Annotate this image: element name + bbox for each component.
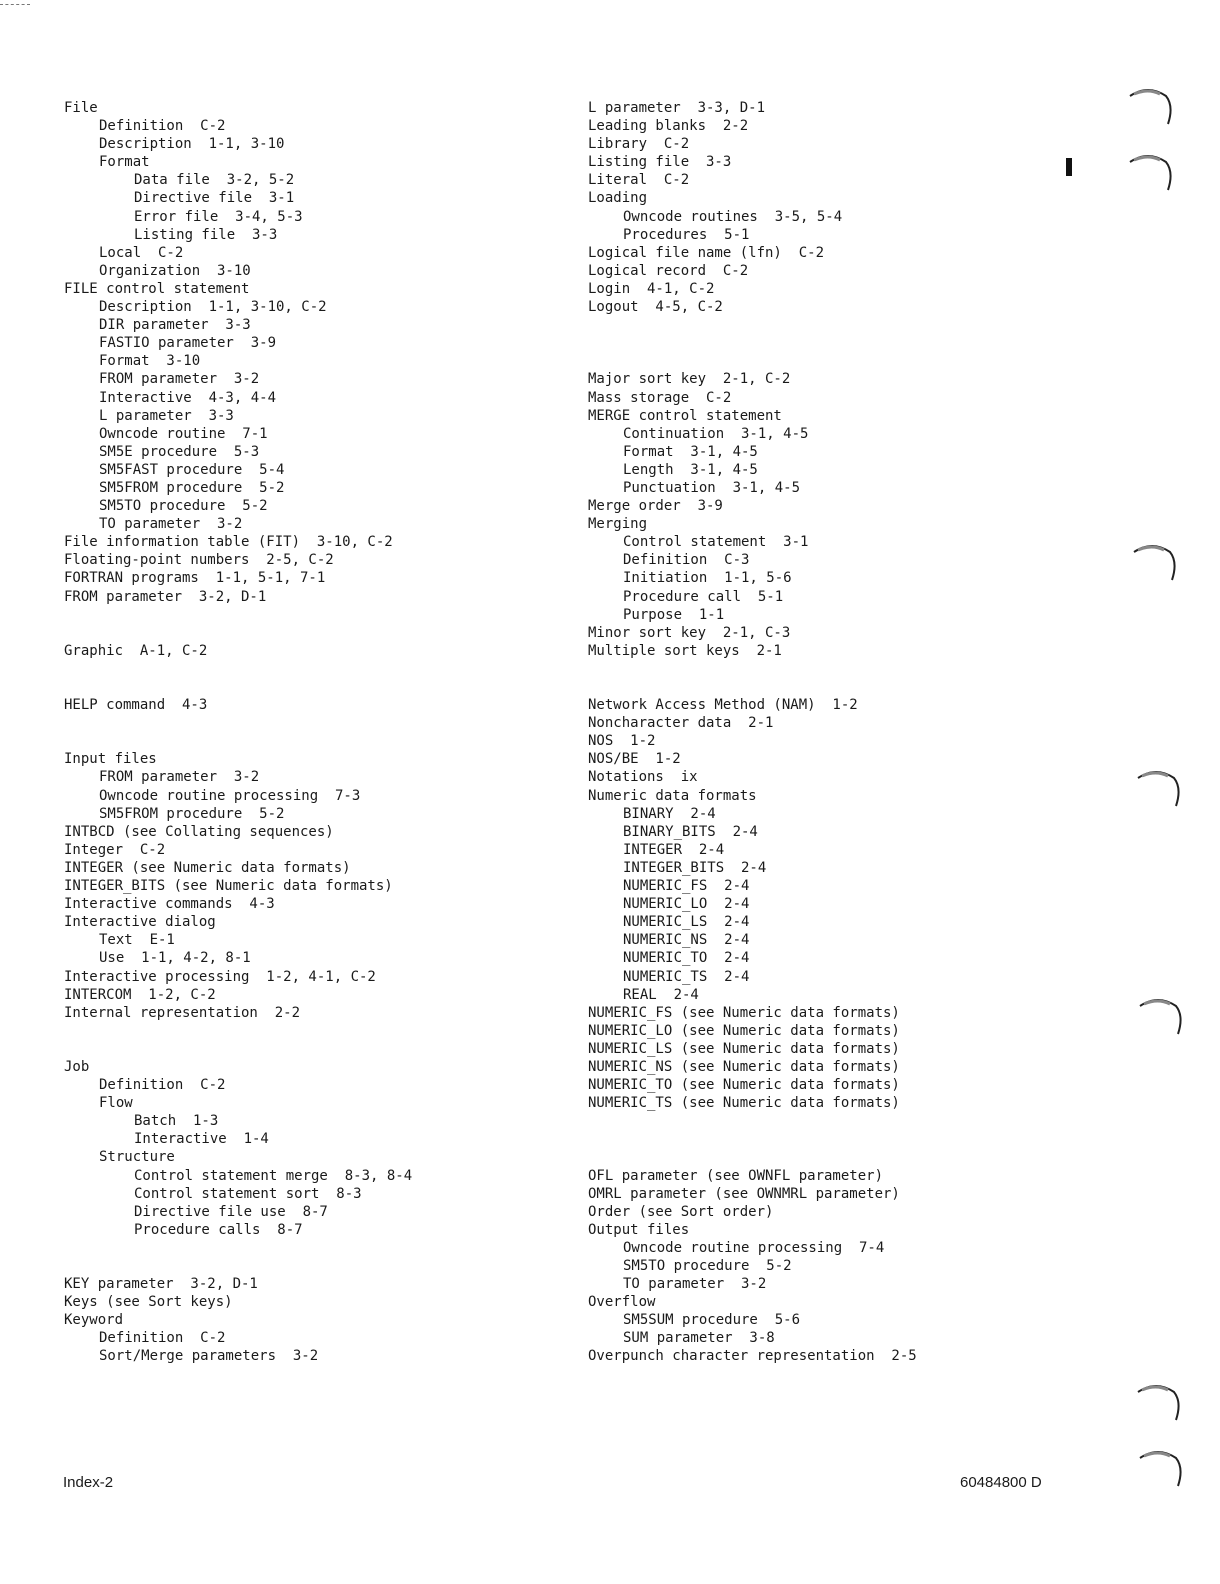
index-entry: KEY parameter 3-2, D-1 — [64, 1276, 258, 1293]
index-column-right — [588, 99, 1048, 1366]
index-subentry: INTEGER 2-4 — [623, 841, 725, 858]
index-entry: Keyword — [64, 1312, 124, 1329]
index-entry: Overflow — [588, 1294, 656, 1311]
index-subentry: Local C-2 — [99, 244, 184, 261]
index-subentry: Definition C-2 — [99, 118, 226, 135]
index-subentry: Definition C-2 — [99, 1077, 226, 1094]
index-subentry: Owncode routine 7-1 — [99, 425, 268, 442]
index-subentry: FASTIO parameter 3-9 — [99, 335, 277, 352]
index-entry: Input files — [64, 751, 157, 768]
index-entry: NUMERIC_FS (see Numeric data formats) — [588, 1004, 900, 1021]
index-entry: OFL parameter (see OWNFL parameter) — [588, 1167, 884, 1184]
index-entry: Multiple sort keys 2-1 — [588, 642, 782, 659]
section-gap — [64, 660, 564, 678]
page-label: Index-2 — [63, 1474, 114, 1491]
index-entry: FORTRAN programs 1-1, 5-1, 7-1 — [64, 570, 326, 587]
index-subentry: NUMERIC_TO 2-4 — [623, 950, 750, 967]
section-gap — [588, 352, 1048, 370]
index-entry: Library C-2 — [588, 136, 690, 153]
index-subentry: Definition C-3 — [623, 552, 750, 569]
index-subentry: Control statement merge 8-3, 8-4 — [134, 1167, 413, 1184]
index-entry: Logical record C-2 — [588, 262, 749, 279]
index-subentry: Use 1-1, 4-2, 8-1 — [99, 950, 251, 967]
index-entry: Merging — [588, 516, 648, 533]
section-gap — [64, 1239, 564, 1257]
index-entry: OMRL parameter (see OWNMRL parameter) — [588, 1185, 900, 1202]
index-subentry: SM5FROM procedure 5-2 — [99, 805, 285, 822]
index-subentry: TO parameter 3-2 — [99, 516, 243, 533]
binder-hole-icon — [1126, 84, 1176, 128]
index-subentry: SM5FAST procedure 5-4 — [99, 461, 285, 478]
index-entry: Notations ix — [588, 769, 698, 786]
index-subentry: Directive file use 8-7 — [134, 1203, 328, 1220]
index-subentry: Length 3-1, 4-5 — [623, 461, 758, 478]
index-subentry: Format 3-10 — [99, 353, 201, 370]
index-subentry: NUMERIC_NS 2-4 — [623, 932, 750, 949]
index-subentry: Punctuation 3-1, 4-5 — [623, 479, 801, 496]
index-entry: INTEGER (see Numeric data formats) — [64, 859, 351, 876]
section-gap — [588, 334, 1048, 352]
index-entry: Order (see Sort order) — [588, 1203, 774, 1220]
index-column-left — [64, 99, 564, 1366]
binder-hole-icon — [1136, 1446, 1186, 1490]
section-gap — [64, 732, 564, 750]
index-entry: Listing file 3-3 — [588, 154, 732, 171]
index-subentry: SM5SUM procedure 5-6 — [623, 1312, 801, 1329]
index-subentry: Owncode routine processing 7-3 — [99, 787, 361, 804]
index-subentry: Procedure call 5-1 — [623, 588, 784, 605]
index-subentry: Error file 3-4, 5-3 — [134, 208, 303, 225]
index-entry: NUMERIC_LS (see Numeric data formats) — [588, 1040, 900, 1057]
document-number: 60484800 D — [960, 1474, 1042, 1491]
index-subentry: FROM parameter 3-2 — [99, 769, 260, 786]
index-entry: FROM parameter 3-2, D-1 — [64, 588, 267, 605]
index-entry: MERGE control statement — [588, 407, 782, 424]
index-subentry: Data file 3-2, 5-2 — [134, 172, 295, 189]
index-entry: Merge order 3-9 — [588, 498, 723, 515]
index-entry: Literal C-2 — [588, 172, 690, 189]
index-entry: File information table (FIT) 3-10, C-2 — [64, 534, 393, 551]
index-entry: INTEGER_BITS (see Numeric data formats) — [64, 878, 393, 895]
scan-edge-mark — [0, 4, 30, 6]
index-entry: Noncharacter data 2-1 — [588, 715, 774, 732]
index-entry: NUMERIC_LO (see Numeric data formats) — [588, 1022, 900, 1039]
index-subentry: BINARY 2-4 — [623, 805, 716, 822]
index-subentry: Continuation 3-1, 4-5 — [623, 425, 809, 442]
change-bar — [1066, 158, 1072, 176]
index-entry: NOS 1-2 — [588, 733, 656, 750]
index-subentry: Purpose 1-1 — [623, 606, 725, 623]
index-subentry: REAL 2-4 — [623, 986, 699, 1003]
index-subentry: Flow — [99, 1095, 133, 1112]
section-gap — [588, 1112, 1048, 1130]
index-subentry: SM5E procedure 5-3 — [99, 443, 260, 460]
section-gap — [588, 1130, 1048, 1148]
index-subentry: BINARY_BITS 2-4 — [623, 823, 758, 840]
index-entry: INTERCOM 1-2, C-2 — [64, 986, 216, 1003]
index-subentry: SM5FROM procedure 5-2 — [99, 479, 285, 496]
index-entry: Graphic A-1, C-2 — [64, 642, 208, 659]
index-subentry: Procedures 5-1 — [623, 226, 750, 243]
index-entry: Logout 4-5, C-2 — [588, 299, 723, 316]
index-entry: Interactive processing 1-2, 4-1, C-2 — [64, 968, 376, 985]
index-subentry: FROM parameter 3-2 — [99, 371, 260, 388]
index-subentry: Procedure calls 8-7 — [134, 1221, 303, 1238]
index-subentry: Structure — [99, 1149, 175, 1166]
index-subentry: Organization 3-10 — [99, 262, 251, 279]
index-entry: INTBCD (see Collating sequences) — [64, 823, 334, 840]
binder-hole-icon — [1134, 766, 1184, 810]
index-subentry: Interactive 1-4 — [134, 1131, 269, 1148]
index-entry: L parameter 3-3, D-1 — [588, 100, 766, 116]
index-entry: File — [64, 100, 98, 116]
index-subentry: SM5TO procedure 5-2 — [623, 1258, 792, 1274]
binder-hole-icon — [1130, 540, 1180, 584]
index-subentry: Batch 1-3 — [134, 1113, 219, 1130]
index-subentry: INTEGER_BITS 2-4 — [623, 859, 767, 876]
index-entry: Integer C-2 — [64, 841, 166, 858]
section-gap — [64, 1040, 564, 1058]
index-subentry: TO parameter 3-2 — [623, 1276, 767, 1293]
index-subentry: SM5TO procedure 5-2 — [99, 498, 268, 515]
index-subentry: Control statement sort 8-3 — [134, 1185, 362, 1202]
index-subentry: Format — [99, 154, 150, 171]
index-subentry: L parameter 3-3 — [99, 407, 234, 424]
index-subentry: Control statement 3-1 — [623, 534, 809, 551]
binder-hole-icon — [1136, 994, 1186, 1038]
binder-hole-icon — [1126, 150, 1176, 194]
index-subentry: Owncode routines 3-5, 5-4 — [623, 208, 843, 225]
index-entry: Floating-point numbers 2-5, C-2 — [64, 552, 334, 569]
index-entry: Network Access Method (NAM) 1-2 — [588, 697, 858, 714]
index-subentry: Directive file 3-1 — [134, 190, 295, 207]
index-entry: Mass storage C-2 — [588, 389, 732, 406]
index-entry: Numeric data formats — [588, 787, 757, 804]
index-entry: Interactive dialog — [64, 914, 216, 931]
index-entry: NUMERIC_TO (see Numeric data formats) — [588, 1077, 900, 1094]
index-entry: Keys (see Sort keys) — [64, 1294, 233, 1311]
index-entry: Interactive commands 4-3 — [64, 896, 275, 913]
index-subentry: NUMERIC_LO 2-4 — [623, 896, 750, 913]
index-subentry: NUMERIC_FS 2-4 — [623, 878, 750, 895]
index-entry: Login 4-1, C-2 — [588, 280, 715, 297]
index-entry: Minor sort key 2-1, C-3 — [588, 624, 791, 641]
index-subentry: SUM parameter 3-8 — [623, 1330, 775, 1347]
index-subentry: Description 1-1, 3-10, C-2 — [99, 299, 327, 316]
index-subentry: Interactive 4-3, 4-4 — [99, 389, 277, 406]
index-subentry: Initiation 1-1, 5-6 — [623, 570, 792, 587]
index-entry: NOS/BE 1-2 — [588, 751, 681, 768]
section-gap — [588, 678, 1048, 696]
section-gap — [64, 1257, 564, 1275]
index-subentry: Owncode routine processing 7-4 — [623, 1239, 885, 1256]
section-gap — [64, 678, 564, 696]
index-entry: Internal representation 2-2 — [64, 1004, 301, 1021]
index-subentry: Definition C-2 — [99, 1330, 226, 1347]
index-subentry: Format 3-1, 4-5 — [623, 443, 758, 460]
section-gap — [64, 714, 564, 732]
index-entry: Overpunch character representation 2-5 — [588, 1348, 917, 1365]
index-subentry: DIR parameter 3-3 — [99, 317, 251, 334]
index-subentry: NUMERIC_LS 2-4 — [623, 914, 750, 931]
index-entry: NUMERIC_NS (see Numeric data formats) — [588, 1058, 900, 1075]
index-subentry: Listing file 3-3 — [134, 226, 278, 243]
index-subentry: Text E-1 — [99, 932, 175, 949]
index-entry: Leading blanks 2-2 — [588, 118, 749, 135]
index-entry: FILE control statement — [64, 280, 250, 297]
index-entry: NUMERIC_TS (see Numeric data formats) — [588, 1095, 900, 1112]
section-gap — [588, 660, 1048, 678]
index-subentry: NUMERIC_TS 2-4 — [623, 968, 750, 985]
section-gap — [64, 606, 564, 624]
section-gap — [588, 1148, 1048, 1166]
index-entry: Loading — [588, 190, 648, 207]
index-subentry: Sort/Merge parameters 3-2 — [99, 1348, 319, 1365]
binder-hole-icon — [1134, 1380, 1184, 1424]
section-gap — [64, 624, 564, 642]
index-entry: Logical file name (lfn) C-2 — [588, 244, 825, 261]
section-gap — [588, 316, 1048, 334]
index-entry: Output files — [588, 1221, 690, 1238]
index-subentry: Description 1-1, 3-10 — [99, 136, 285, 153]
index-entry: Job — [64, 1058, 90, 1075]
index-entry: HELP command 4-3 — [64, 697, 208, 714]
section-gap — [64, 1022, 564, 1040]
index-entry: Major sort key 2-1, C-2 — [588, 371, 791, 388]
